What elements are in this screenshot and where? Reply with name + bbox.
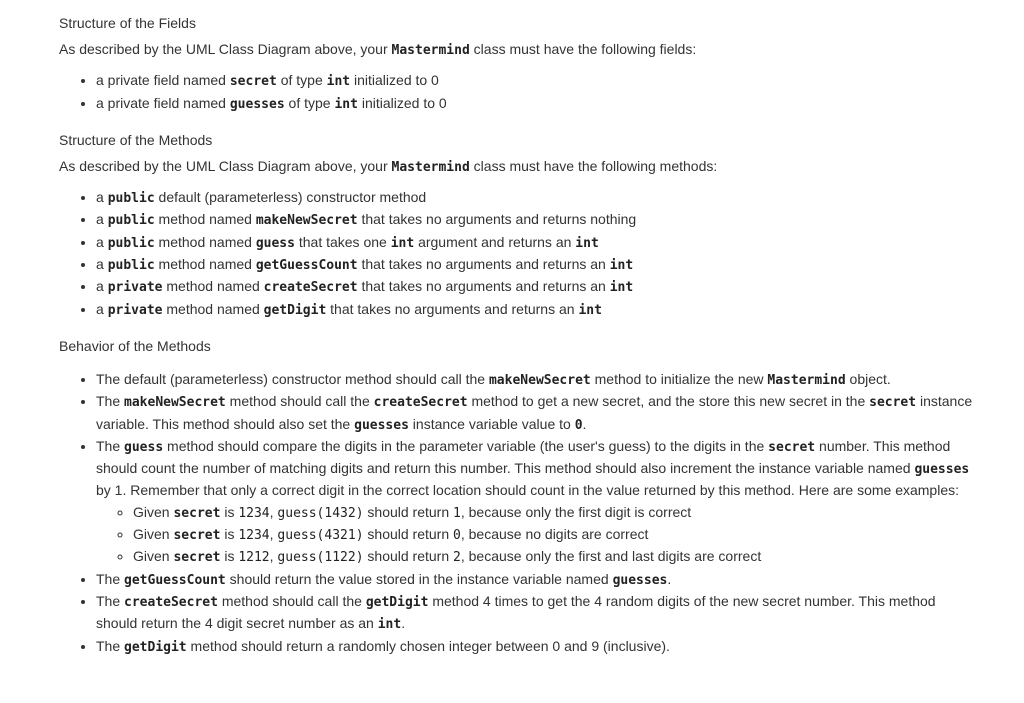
- document-body: [59, 9, 979, 658]
- type-code: int: [326, 74, 351, 90]
- list-item: • The getGuessCount should return the value stored in the instance variable named guesses.: [96, 569, 979, 591]
- list-item: • a private method named getDigit that takes no arguments and returns an int: [96, 299, 979, 321]
- type-code: int: [609, 258, 634, 274]
- variable-code: secret: [768, 439, 816, 455]
- variable-code: guesses: [914, 462, 970, 478]
- variable-code: secret: [869, 395, 917, 411]
- list-item: • The getDigit method should return a randomly chosen integer between 0 and 9 (inclusive).: [96, 636, 979, 658]
- visibility-code: public: [107, 213, 155, 229]
- value-code: 1212: [238, 550, 270, 566]
- behavior-heading: Behavior of the Methods: [59, 337, 211, 354]
- examples-list: [96, 502, 979, 569]
- visibility-code: public: [107, 235, 155, 251]
- method-name-code: makeNewSecret: [124, 395, 226, 411]
- list-item: • a public default (parameterless) constructor method: [96, 187, 979, 209]
- list-item: ◦ Given secret is 1234, guess(4321) should return 0, because no digits are correct: [133, 524, 979, 546]
- method-name-code: createSecret: [373, 395, 468, 411]
- value-code: 1: [453, 505, 461, 521]
- method-name-code: guess: [255, 235, 295, 251]
- method-name-code: guess: [124, 439, 164, 455]
- visibility-code: private: [107, 302, 163, 318]
- type-code: int: [390, 235, 415, 251]
- method-name-code: getDigit: [263, 302, 327, 318]
- list-item: • a public method named getGuessCount that takes no arguments and returns an int: [96, 254, 979, 276]
- variable-code: secret: [173, 528, 221, 544]
- type-code: int: [575, 235, 599, 251]
- call-code: guess(1432): [277, 505, 364, 521]
- value-code: 1234: [238, 505, 270, 521]
- list-item: ◦ Given secret is 1234, guess(1432) should return 1, because only the first digit is correct: [133, 502, 979, 524]
- value-code: 1234: [238, 528, 270, 544]
- method-name-code: makeNewSecret: [255, 213, 358, 229]
- variable-code: guesses: [354, 417, 409, 433]
- type-code: int: [377, 617, 402, 633]
- field-name-code: guesses: [229, 96, 285, 112]
- method-name-code: createSecret: [124, 594, 218, 610]
- variable-code: secret: [173, 505, 221, 521]
- behavior-list: [59, 369, 979, 658]
- fields-heading: Structure of the Fields: [59, 15, 196, 31]
- method-name-code: makeNewSecret: [488, 372, 591, 388]
- method-name-code: getGuessCount: [124, 572, 226, 588]
- visibility-code: public: [107, 258, 155, 274]
- intro-text: As described by the UML Class Diagram above, your: [59, 41, 392, 57]
- type-code: int: [334, 96, 358, 112]
- methods-list: [59, 187, 979, 321]
- field-name-code: secret: [229, 74, 277, 90]
- list-item: ◦ Given secret is 1212, guess(1122) should return 2, because only the first and last digits are correct: [133, 546, 979, 568]
- value-code: 2: [453, 550, 461, 566]
- method-name-code: getDigit: [124, 639, 187, 655]
- visibility-code: private: [107, 280, 163, 296]
- intro-text: class must have the following fields:: [469, 41, 697, 57]
- list-item: • a private field named guesses of type int initialized to 0: [96, 93, 979, 115]
- variable-code: secret: [173, 550, 221, 566]
- type-code: int: [578, 302, 602, 318]
- call-code: guess(1122): [277, 550, 364, 566]
- fields-intro: [59, 39, 979, 61]
- call-code: guess(4321): [277, 528, 364, 544]
- list-item: • a public method named guess that takes one int argument and returns an int: [96, 232, 979, 254]
- fields-list: [59, 70, 979, 115]
- list-item: • a private method named createSecret that takes no arguments and returns an int: [96, 276, 979, 298]
- list-item: • The makeNewSecret method should call the createSecret method to get a new secret, and the store this new secret in the secret instance variable. This method should also set the guesses instance variable value to 0.: [96, 391, 979, 436]
- value-code: 0: [453, 528, 461, 544]
- class-name-code: Mastermind: [391, 159, 470, 175]
- method-name-code: getGuessCount: [255, 258, 358, 274]
- type-code: int: [609, 280, 634, 296]
- method-name-code: createSecret: [263, 280, 358, 296]
- visibility-code: public: [107, 191, 155, 207]
- list-item: • a private field named secret of type int initialized to 0: [96, 70, 979, 92]
- list-item: • a public method named makeNewSecret that takes no arguments and returns nothing: [96, 209, 979, 231]
- method-name-code: getDigit: [365, 594, 429, 610]
- class-name-code: Mastermind: [391, 43, 470, 58]
- list-item: • The createSecret method should call the getDigit method 4 times to get the 4 random digits of the new secret number. This method should return the 4 digit secret number as an int.: [96, 591, 979, 636]
- list-item: • The guess method should compare the digits in the parameter variable (the user's guess) to the digits in the secret number. This method should count the number of matching digits and return this number. This method should also increment the instance variable named guesses by 1. Remember that only a correct digit in the correct location should count in the value returned by this method. Here are some examples: ◦ Given secret is 1234, guess(1432) should return 1, because only the first digit is correct ◦ Given secret is 1234, guess(4321) should return 0, because no digits are correct ◦ Given secret is 1212, guess(1122) should return 2, because only the first and last digits are correct: [96, 436, 979, 569]
- class-name-code: Mastermind: [767, 372, 846, 388]
- list-item: • The default (parameterless) constructor method should call the makeNewSecret method to initialize the new Mastermind object.: [96, 369, 979, 391]
- variable-code: guesses: [612, 572, 668, 588]
- methods-heading: Structure of the Methods: [59, 131, 213, 148]
- methods-intro: As described by the UML Class Diagram above, your Mastermind class must have the following methods:: [59, 157, 718, 175]
- value-code: 0: [574, 417, 583, 433]
